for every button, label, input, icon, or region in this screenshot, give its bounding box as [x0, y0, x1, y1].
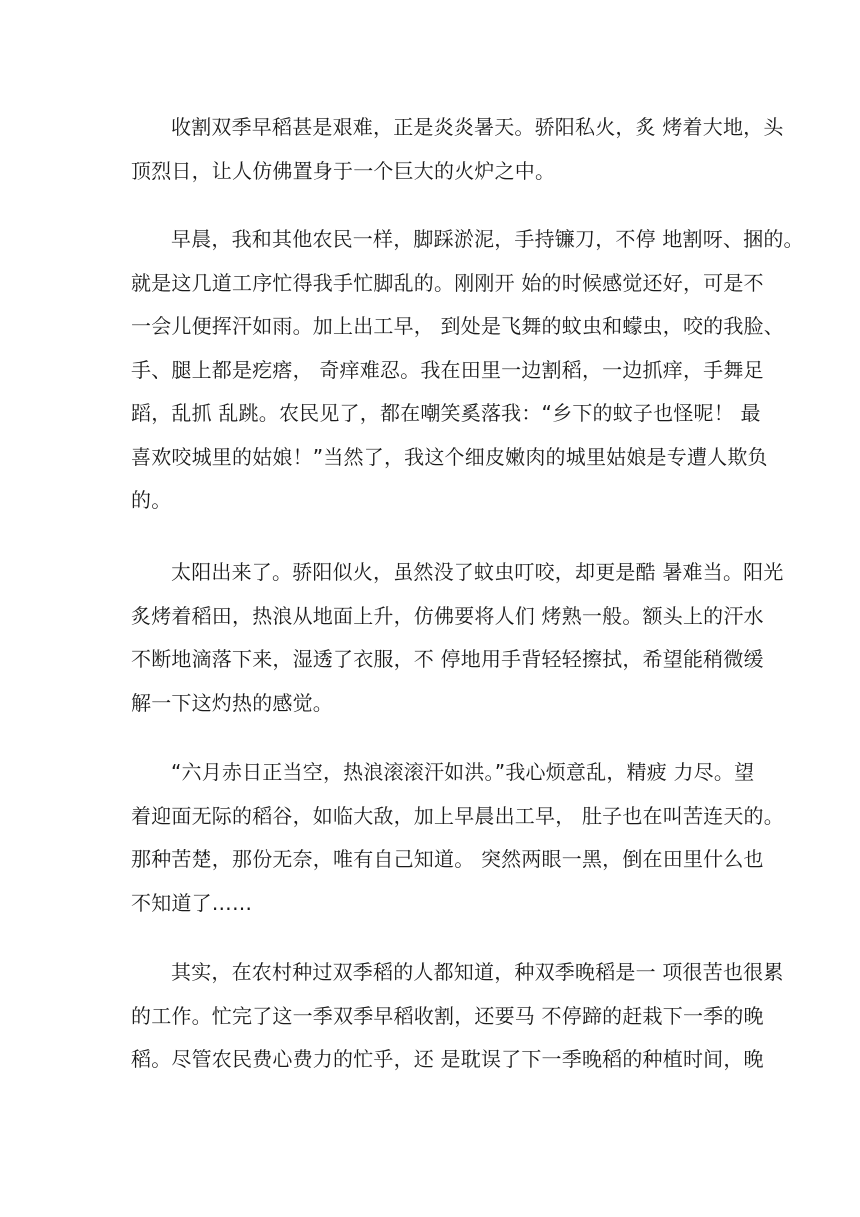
paragraph-3	[131, 551, 784, 725]
text-line: 喜欢咬城里的姑娘！”当然了，我这个细皮嫩肉的城里姑娘是专遭人欺负	[131, 444, 768, 469]
text-line: 顶烈日，让人仿佛置身于一个巨大的火炉之中。	[131, 158, 556, 183]
text-line: 解一下这灼热的感觉。	[131, 690, 333, 715]
text-line: 不知道了……	[131, 890, 253, 915]
paragraph-1	[131, 106, 784, 193]
text-line: 蹈，乱抓 乱跳。农民见了，都在嘲笑奚落我：“乡下的蚊子也怪呢！ 最	[131, 401, 761, 425]
text-line: 着迎面无际的稻谷，如临大敌，加上早晨出工早， 肚子也在叫苦连天的。	[131, 803, 784, 828]
text-line: 炙烤着稻田，热浪从地面上升，仿佛要将人们 烤熟一般。额头上的汗水	[131, 603, 764, 628]
text-line: 太阳出来了。骄阳似火，虽然没了蚊虫叮咬，却更是酷 暑难当。阳光	[171, 560, 784, 584]
text-line: “六月赤日正当空，热浪滚滚汗如洪。”我心烦意乱，精疲 力尽。望	[171, 760, 755, 784]
text-line: 就是这几道工序忙得我手忙脚乱的。刚刚开 始的时候感觉还好，可是不	[131, 270, 764, 295]
text-line: 稻。尽管农民费心费力的忙乎，还 是耽误了下一季晚稻的种植时间，晚	[131, 1047, 764, 1071]
text-line: 早晨，我和其他农民一样，脚踩淤泥，手持镰刀，不停 地割呀、捆的。	[171, 227, 804, 251]
text-line: 一会儿便挥汗如雨。加上出工早， 到处是飞舞的蚊虫和蠓虫，咬的我脸、	[131, 314, 784, 338]
text-line: 不断地滴落下来，湿透了衣服，不 停地用手背轻轻擦拭，希望能稍微缓	[131, 647, 764, 671]
paragraph-4	[131, 751, 784, 925]
paragraph-5	[131, 951, 784, 1082]
text-line: 其实，在农村种过双季稻的人都知道，种双季晚稻是一 项很苦也很累	[171, 960, 784, 984]
text-line: 手、腿上都是疙瘩， 奇痒难忍。我在田里一边割稻，一边抓痒，手舞足	[131, 357, 764, 382]
text-line: 的工作。忙完了这一季双季早稻收割，还要马 不停蹄的赶栽下一季的晚	[131, 1003, 764, 1028]
text-line: 的。	[131, 488, 172, 512]
paragraph-2	[131, 218, 804, 523]
text-line: 收割双季早稻甚是艰难，正是炎炎暑天。骄阳私火，炙 烤着大地，头	[171, 115, 784, 139]
text-line: 那种苦楚，那份无奈，唯有自己知道。 突然两眼一黑，倒在田里什么也	[131, 847, 764, 871]
